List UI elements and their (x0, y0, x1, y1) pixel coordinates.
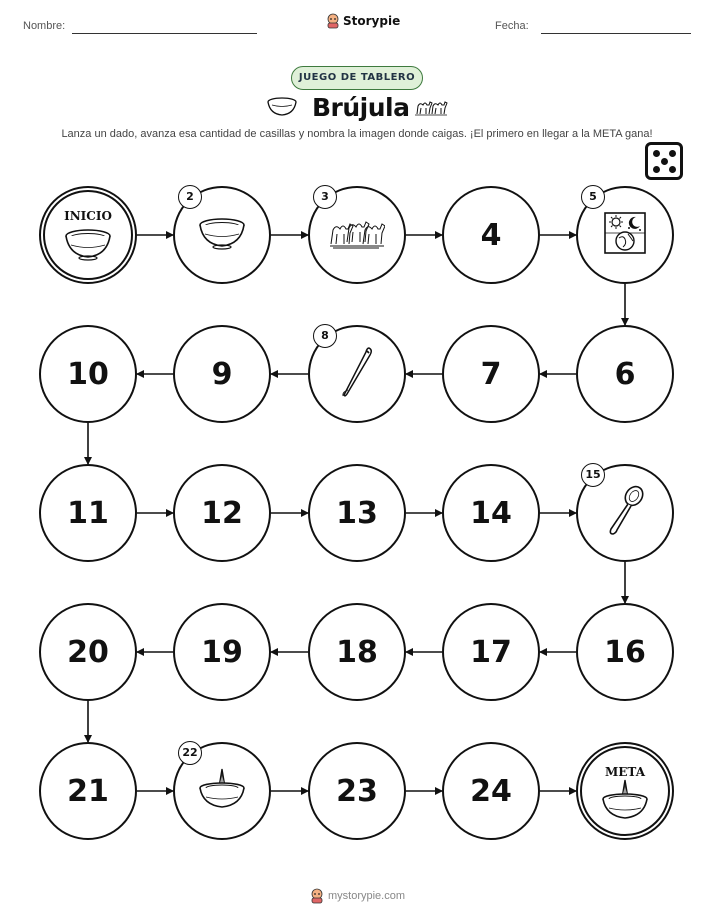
board-space (308, 464, 406, 562)
space-number: 20 (67, 634, 109, 670)
space-label: META (604, 765, 645, 779)
camel-caravan-icon (329, 216, 385, 254)
space-number-tag: 3 (313, 185, 337, 209)
start-space (39, 186, 137, 284)
board-space (308, 603, 406, 701)
footer (310, 888, 405, 904)
space-label: INICIO (64, 209, 112, 223)
space-number-tag: 22 (178, 741, 202, 765)
board-space (576, 325, 674, 423)
board-space (442, 325, 540, 423)
space-number: 23 (336, 773, 378, 809)
page-title: Brújula (312, 93, 410, 122)
space-number: 18 (336, 634, 378, 670)
board-space (576, 603, 674, 701)
board-space (173, 325, 271, 423)
space-number: 11 (67, 495, 109, 531)
brand-name: Storypie (343, 14, 401, 28)
board-space (173, 464, 271, 562)
space-number-tag: 5 (581, 185, 605, 209)
storypie-mascot-icon (310, 888, 324, 904)
spoon-icon (605, 485, 645, 541)
bowl-icon (63, 227, 113, 265)
space-number: 19 (201, 634, 243, 670)
floating-compass-bowl-icon (600, 778, 650, 826)
space-number: 6 (614, 356, 636, 392)
space-number-tag: 15 (581, 463, 605, 487)
space-number: 14 (470, 495, 512, 531)
board-space (173, 603, 271, 701)
date-label: Fecha: (495, 20, 529, 32)
space-number: 12 (201, 495, 243, 531)
board-space (39, 742, 137, 840)
space-number: 7 (480, 356, 502, 392)
space-number: 17 (470, 634, 512, 670)
space-number: 4 (480, 217, 502, 253)
footer-url[interactable]: mystorypie.com (328, 890, 406, 902)
board-space (442, 742, 540, 840)
game-type-badge: JUEGO DE TABLERO (291, 66, 423, 90)
finish-space (576, 742, 674, 840)
floating-compass-bowl-icon (197, 767, 247, 815)
space-number: 21 (67, 773, 109, 809)
space-number-tag: 8 (313, 324, 337, 348)
needle-icon (339, 346, 375, 402)
space-number: 10 (67, 356, 109, 392)
board-space (442, 603, 540, 701)
board-space (39, 603, 137, 701)
space-number-tag: 2 (178, 185, 202, 209)
space-number: 24 (470, 773, 512, 809)
instructions-text: Lanza un dado, avanza esa cantidad de casillas y nombra la imagen donde caigas. ¡El primero en llegar a la META gana! (61, 128, 653, 140)
space-number: 13 (336, 495, 378, 531)
board-space (442, 464, 540, 562)
day-night-globe-icon (603, 211, 647, 259)
board-space (39, 325, 137, 423)
board-space (39, 464, 137, 562)
board-space (308, 742, 406, 840)
space-number: 16 (604, 634, 646, 670)
space-number: 9 (211, 356, 233, 392)
bowl-icon (197, 216, 247, 254)
name-label: Nombre: (23, 20, 66, 32)
board-space (442, 186, 540, 284)
